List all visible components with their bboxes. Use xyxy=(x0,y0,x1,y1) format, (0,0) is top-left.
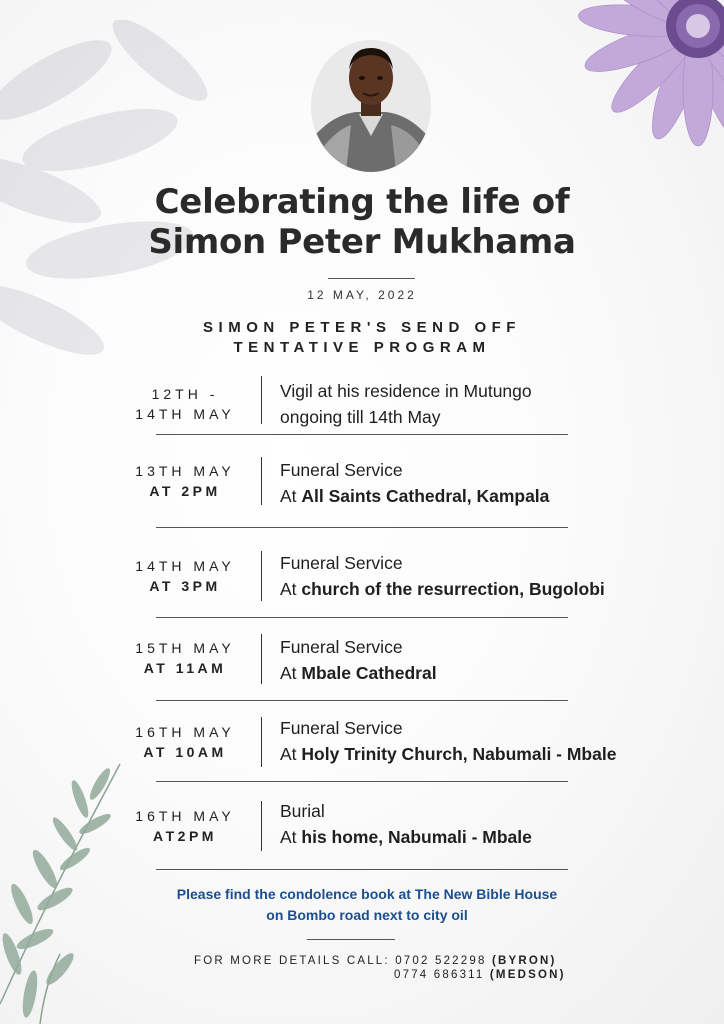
what-line-2 xyxy=(280,576,720,602)
when-line-1: 16TH MAY xyxy=(135,724,235,740)
contact-phone-1: 0702 522298 xyxy=(395,955,487,967)
what-line-1: Funeral Service xyxy=(280,460,403,480)
purple-flower-decoration xyxy=(558,0,724,171)
condolence-line-2: on Bombo road next to city oil xyxy=(266,907,468,923)
program-what xyxy=(280,715,720,767)
when-line-1: 15TH MAY xyxy=(135,640,235,656)
row-divider xyxy=(156,527,568,528)
when-line-1: 13TH MAY xyxy=(135,463,235,479)
title-line-2: Simon Peter Mukhama xyxy=(148,222,576,262)
what-line-2 xyxy=(280,824,720,850)
title-divider xyxy=(328,278,415,279)
program-when xyxy=(110,461,260,501)
what-line-2 xyxy=(280,483,720,509)
what-prefix: At xyxy=(280,579,302,599)
what-location: Mbale Cathedral xyxy=(301,663,437,683)
row-separator xyxy=(261,457,262,505)
row-separator xyxy=(261,634,262,684)
row-separator xyxy=(261,551,262,601)
program-what xyxy=(280,457,720,509)
contact-line-2 xyxy=(194,968,566,982)
what-prefix: At xyxy=(280,827,302,847)
what-line-1: Funeral Service xyxy=(280,718,403,738)
when-line-2: AT2PM xyxy=(153,828,217,844)
what-prefix: At xyxy=(280,744,302,764)
what-line-1: Funeral Service xyxy=(280,553,403,573)
what-location: Holy Trinity Church, Nabumali - Mbale xyxy=(301,744,617,764)
contact-prefix: FOR MORE DETAILS CALL: xyxy=(194,955,396,967)
when-line-2: AT 10AM xyxy=(143,744,227,760)
contact-name-2: (MEDSON) xyxy=(489,969,566,981)
what-line-2 xyxy=(280,660,720,686)
program-when xyxy=(110,384,260,424)
what-line-1: Funeral Service xyxy=(280,637,403,657)
contact-line-1 xyxy=(194,954,566,968)
when-line-2: AT 11AM xyxy=(143,660,227,676)
when-line-2: AT 3PM xyxy=(149,578,221,594)
row-separator xyxy=(261,801,262,851)
what-prefix: ongoing till 14th May xyxy=(280,407,441,427)
what-location: his home, Nabumali - Mbale xyxy=(301,827,532,847)
row-divider xyxy=(156,781,568,782)
program-what xyxy=(280,550,720,602)
contact-name-1: (BYRON) xyxy=(491,955,557,967)
condolence-notice xyxy=(0,884,724,926)
what-line-1: Vigil at his residence in Mutungo xyxy=(280,381,532,401)
row-divider xyxy=(156,617,568,618)
footer-divider xyxy=(307,939,395,940)
when-line-1: 16TH MAY xyxy=(135,808,235,824)
what-location: church of the resurrection, Bugolobi xyxy=(301,579,605,599)
portrait-photo xyxy=(311,40,431,172)
contact-phone-2: 0774 686311 xyxy=(394,969,485,981)
when-line-2: 14TH MAY xyxy=(135,406,235,422)
program-what xyxy=(280,634,720,686)
row-separator xyxy=(261,717,262,767)
row-divider xyxy=(156,700,568,701)
subtitle-line-1: SIMON PETER'S SEND OFF xyxy=(203,319,521,336)
program-what xyxy=(280,378,720,430)
what-line-2 xyxy=(280,404,720,430)
condolence-line-1: Please find the condolence book at The New Bible House xyxy=(176,886,558,902)
event-date: 12 MAY, 2022 xyxy=(307,288,417,302)
what-line-2 xyxy=(280,741,720,767)
page-title xyxy=(0,182,724,262)
program-when xyxy=(110,806,260,846)
row-divider xyxy=(156,434,568,435)
program-when xyxy=(110,638,260,678)
what-line-1: Burial xyxy=(280,801,325,821)
title-line-1: Celebrating the life of xyxy=(154,182,570,222)
when-line-1: 14TH MAY xyxy=(135,558,235,574)
when-line-2: AT 2PM xyxy=(149,483,221,499)
program-when xyxy=(110,556,260,596)
what-prefix: At xyxy=(280,663,302,683)
what-prefix: At xyxy=(280,486,302,506)
program-what xyxy=(280,798,720,850)
when-line-1: 12TH - xyxy=(151,386,219,402)
what-location: All Saints Cathedral, Kampala xyxy=(301,486,550,506)
program-subtitle xyxy=(0,318,724,358)
row-divider xyxy=(156,869,568,870)
subtitle-line-2: TENTATIVE PROGRAM xyxy=(233,339,491,356)
row-separator xyxy=(261,376,262,424)
program-when xyxy=(110,722,260,762)
contact-details xyxy=(194,954,566,982)
